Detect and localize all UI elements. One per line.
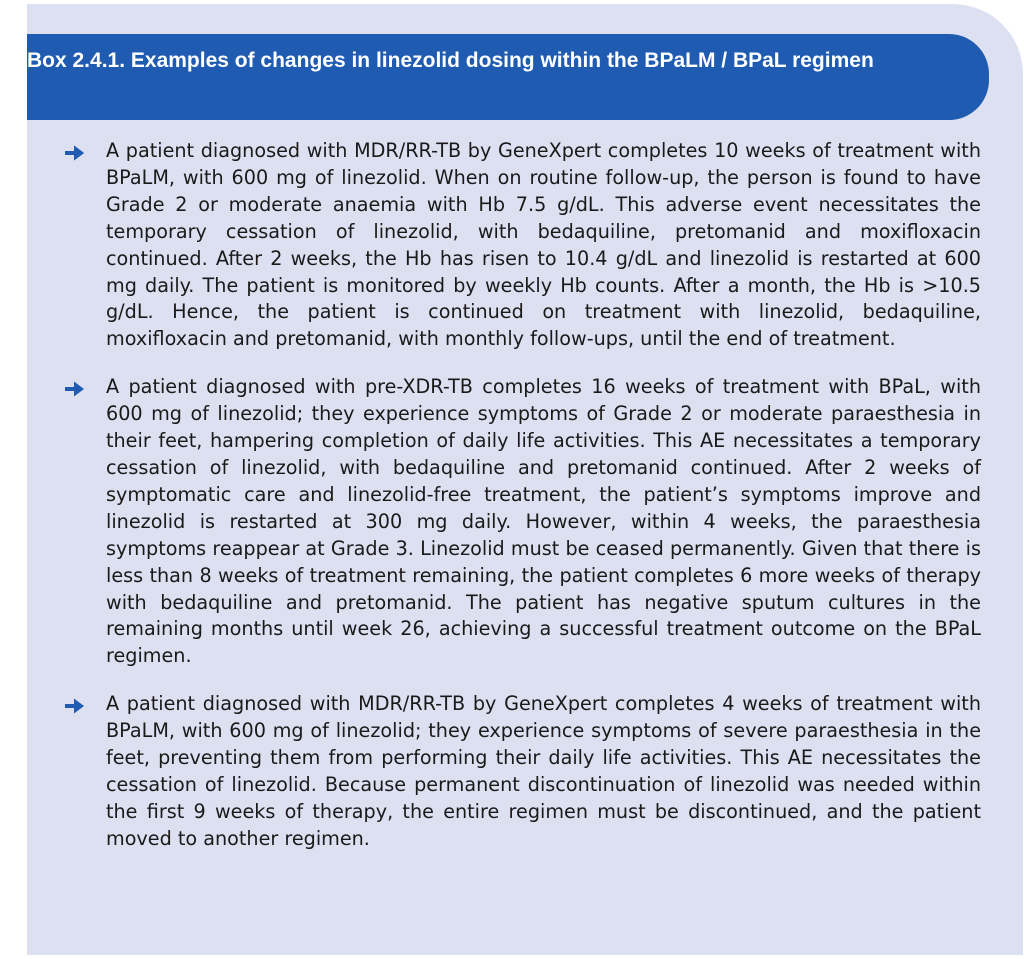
arrow-right-icon bbox=[65, 691, 106, 721]
list-item-text: A patient diagnosed with MDR/RR-TB by GeneXpert completes 10 weeks of treatment with BPaLM, with 600 mg of linezolid. When on routine follow-up, the person is found to have Grade 2 or moderate anaemia with Hb 7.5 g/dL. This adverse event necessitates the temporary cessation of linezolid, with bedaquiline, pretomanid and moxifloxacin continued. After 2 weeks, the Hb has risen to 10.4 g/dL and linezolid is restarted at 600 mg daily. The patient is monitored by weekly Hb counts. After a month, the Hb is >10.5 g/dL. Hence, the patient is continued on treatment with linezolid, bedaquiline, moxifloxacin and pretomanid, with monthly follow-ups, until the end of treatment. bbox=[106, 139, 981, 351]
list-item-text: A patient diagnosed with MDR/RR-TB by GeneXpert completes 4 weeks of treatment with BPaLM, with 600 mg of linezolid; they experience symptoms of severe paraesthesia in the feet, preventing them from performing their daily life activities. This AE necessitates the cessation of linezolid. Because permanent discontinuation of linezolid was needed within the first 9 weeks of therapy, the entire regimen must be discontinued, and the patient moved to another regimen. bbox=[106, 692, 981, 850]
list-item bbox=[65, 138, 981, 353]
list-item bbox=[65, 691, 981, 852]
box-content bbox=[65, 138, 981, 874]
list-item bbox=[65, 374, 981, 670]
box-header bbox=[27, 34, 989, 120]
box-panel bbox=[27, 4, 1023, 955]
list-item-text: A patient diagnosed with pre-XDR-TB completes 16 weeks of treatment with BPaL, with 600 mg of linezolid; they experience symptoms of Grade 2 or moderate paraesthesia in their feet, hampering completion of daily life activities. This AE necessitates a temporary cessation of linezolid, with bedaquiline and pretomanid continued. After 2 weeks of symptomatic care and linezolid-free treatment, the patient’s symptoms improve and linezolid is restarted at 300 mg daily. However, within 4 weeks, the paraesthesia symptoms reappear at Grade 3. Linezolid must be ceased permanently. Given that there is less than 8 weeks of treatment remaining, the patient completes 6 more weeks of therapy with bedaquiline and pretomanid. The patient has negative sputum cultures in the remaining months until week 26, achieving a successful treatment outcome on the BPaL regimen. bbox=[106, 375, 981, 668]
arrow-right-icon bbox=[65, 374, 106, 404]
arrow-right-icon bbox=[65, 138, 106, 168]
box-title: Box 2.4.1. Examples of changes in linezolid dosing within the BPaLM / BPaL regimen bbox=[27, 49, 874, 72]
